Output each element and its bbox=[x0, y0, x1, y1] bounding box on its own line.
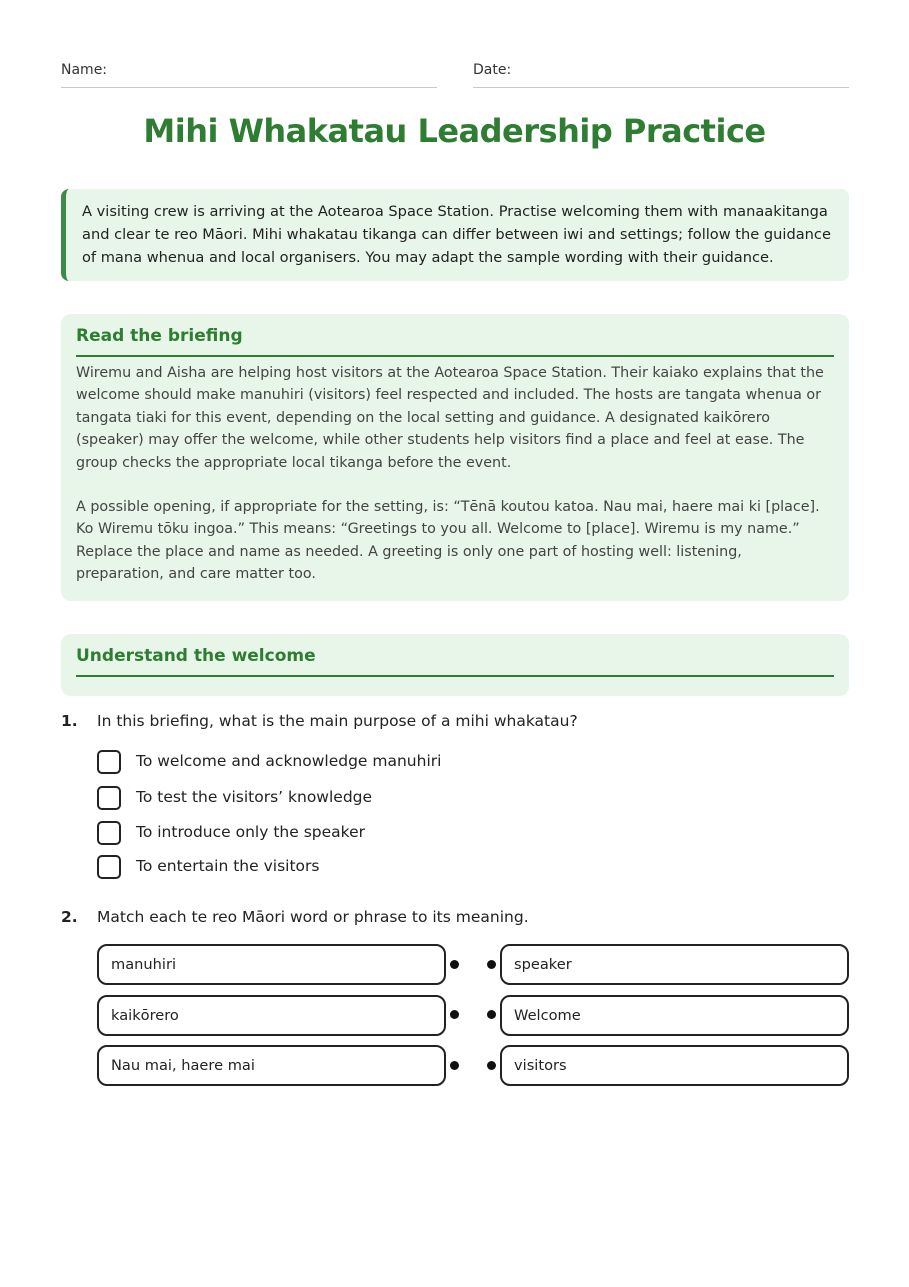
question-2-number: 2. bbox=[61, 908, 78, 926]
welcome-section-heading: Understand the welcome bbox=[76, 646, 834, 677]
briefing-panel bbox=[61, 314, 849, 601]
question-2-text: Match each te reo Māori word or phrase to its meaning. bbox=[97, 908, 529, 926]
welcome-section-panel bbox=[61, 634, 849, 696]
question-1-number: 1. bbox=[61, 712, 78, 730]
briefing-heading: Read the briefing bbox=[76, 326, 834, 357]
question-1-text: In this briefing, what is the main purpose of a mihi whakatau? bbox=[97, 712, 578, 730]
option-label: To introduce only the speaker bbox=[136, 823, 365, 841]
name-field[interactable] bbox=[61, 62, 437, 88]
match-term-2[interactable]: kaikōrero bbox=[97, 995, 446, 1036]
briefing-paragraph-1: Wiremu and Aisha are helping host visitors at the Aotearoa Space Station. Their kaiako explains that the welcome should make manuhiri (visitors) feel respected and included. The hosts are tangata whenua or tangata tiaki for this event, depending on the local setting and guidance. A designated kaikōrero (speaker) may offer the welcome, while other students help visitors find a place and feel at ease. The group checks the appropriate local tikanga before the event. bbox=[76, 365, 824, 471]
name-label: Name: bbox=[61, 62, 108, 78]
match-term-3[interactable]: Nau mai, haere mai bbox=[97, 1045, 446, 1086]
checkbox[interactable] bbox=[97, 786, 121, 810]
match-meaning-1[interactable]: speaker bbox=[500, 944, 849, 985]
match-dot-left-2[interactable] bbox=[450, 1010, 459, 1019]
match-dot-right-1[interactable] bbox=[487, 960, 496, 969]
match-term-1[interactable]: manuhiri bbox=[97, 944, 446, 985]
date-label: Date: bbox=[473, 62, 512, 78]
match-dot-right-3[interactable] bbox=[487, 1061, 496, 1070]
option-label: To test the visitors’ knowledge bbox=[136, 788, 373, 806]
match-meaning-2[interactable]: Welcome bbox=[500, 995, 849, 1036]
briefing-body bbox=[76, 362, 834, 586]
match-dot-left-3[interactable] bbox=[450, 1061, 459, 1070]
match-dot-right-2[interactable] bbox=[487, 1010, 496, 1019]
briefing-paragraph-2: A possible opening, if appropriate for the setting, is: “Tēnā koutou katoa. Nau mai, haere mai ki [place]. Ko Wiremu tōku ingoa.” This means: “Greetings to you all. Welcome to [place]. Wiremu is my name.” Replace the place and name as needed. A greeting is only one part of hosting well: listening, preparation, and care matter too. bbox=[76, 499, 820, 583]
date-field[interactable] bbox=[473, 62, 849, 88]
name-date-row bbox=[61, 62, 849, 88]
page-title: Mihi Whakatau Leadership Practice bbox=[143, 112, 766, 150]
match-meaning-3[interactable]: visitors bbox=[500, 1045, 849, 1086]
checkbox[interactable] bbox=[97, 750, 121, 774]
intro-callout: A visiting crew is arriving at the Aotearoa Space Station. Practise welcoming them with manaakitanga and clear te reo Māori. Mihi whakatau tikanga can differ between iwi and settings; follow the guidance of mana whenua and local organisers. You may adapt the sample wording with their guidance. bbox=[61, 189, 849, 281]
checkbox[interactable] bbox=[97, 821, 121, 845]
option-label: To entertain the visitors bbox=[136, 857, 320, 875]
option-label: To welcome and acknowledge manuhiri bbox=[136, 752, 442, 770]
checkbox[interactable] bbox=[97, 855, 121, 879]
match-dot-left-1[interactable] bbox=[450, 960, 459, 969]
